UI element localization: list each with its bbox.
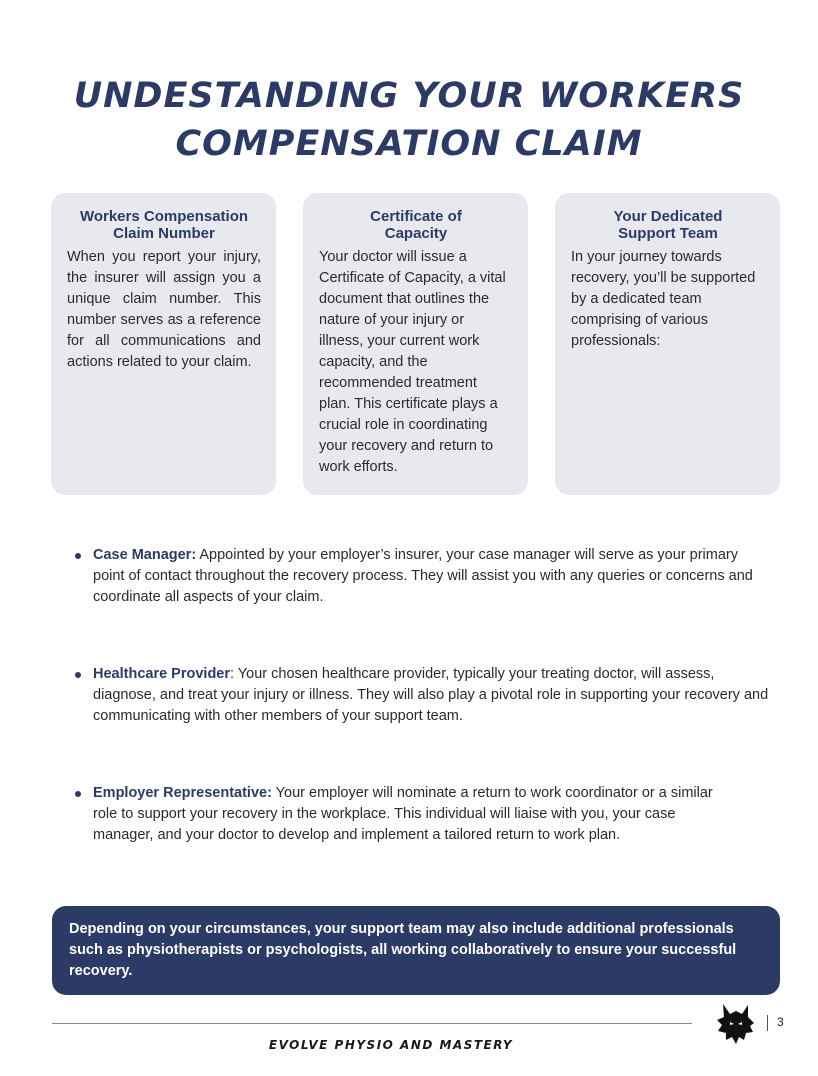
page-title-line-1: UNDESTANDING YOUR WORKERS	[73, 76, 745, 116]
list-item-desc: Your employer will nominate a return to work coordinator or a similar role to support your recovery in the workplace. This individual will liaise with you, your case manager, and your doctor to develop and implement a tailored return to work plan.	[93, 785, 713, 843]
card-title-line: Certificate of	[370, 208, 462, 225]
card-title-line: Capacity	[384, 225, 448, 242]
list-item-employer-representative	[72, 783, 772, 846]
list-item-lead: Healthcare Provider	[93, 666, 231, 682]
card-title	[573, 208, 763, 242]
card-body: Your doctor will issue a Certificate of Capacity, a vital document that outlines the nature of your injury or illness, your current work capacity, and the recommended treatment plan. This certificate plays a crucial role in coordinating your recovery and return to work efforts.	[319, 249, 506, 475]
footer-divider	[52, 1023, 692, 1024]
card-body: When you report your injury, the insurer will assign you a unique claim number. This number serves as a reference for all communications and actions related to your claim.	[67, 249, 261, 370]
bullet-dot-icon	[75, 672, 81, 678]
list-item-text	[93, 545, 772, 608]
card-claim-number	[51, 193, 276, 495]
list-item-lead: Employer Representative:	[93, 785, 272, 801]
card-title-line: Claim Number	[113, 225, 215, 242]
list-item-text	[93, 783, 733, 846]
list-item-desc: Appointed by your employer’s insurer, your case manager will serve as your primary point of contact throughout the recovery process. They will assist you with any queries or concerns and coordinate all aspects of your claim.	[93, 547, 753, 605]
card-title-line: Your Dedicated	[613, 208, 723, 225]
list-item-case-manager	[72, 545, 772, 608]
list-item-desc: : Your chosen healthcare provider, typically your treating doctor, will assess, diagnose, and treat your injury or illness. They will also play a pivotal role in supporting your recovery and communicating with other members of your support team.	[93, 666, 769, 724]
list-item-healthcare-provider	[72, 664, 772, 727]
list-item-text	[93, 664, 772, 727]
bullet-dot-icon	[75, 791, 81, 797]
wolf-head-icon	[715, 1002, 757, 1046]
footer-brand: EVOLVE PHYSIO AND MASTERY	[268, 1038, 514, 1052]
card-support-team	[555, 193, 780, 495]
bullet-dot-icon	[75, 553, 81, 559]
card-title-line: Support Team	[618, 225, 718, 242]
card-body: In your journey towards recovery, you’ll be supported by a dedicated team comprising of various professionals:	[571, 249, 756, 349]
page-title	[0, 72, 818, 168]
card-title	[69, 208, 259, 242]
page-number: 3	[777, 1015, 784, 1029]
callout-box: Depending on your circumstances, your support team may also include additional professionals such as physiotherapists or psychologists, all working collaboratively to ensure your successful recovery.	[52, 906, 780, 995]
page-number-separator	[767, 1015, 768, 1031]
page-title-line-2: COMPENSATION CLAIM	[175, 124, 643, 164]
card-certificate-of-capacity	[303, 193, 528, 495]
list-item-lead: Case Manager:	[93, 547, 197, 563]
card-title-line: Workers Compensation	[79, 208, 249, 225]
card-title	[321, 208, 511, 242]
